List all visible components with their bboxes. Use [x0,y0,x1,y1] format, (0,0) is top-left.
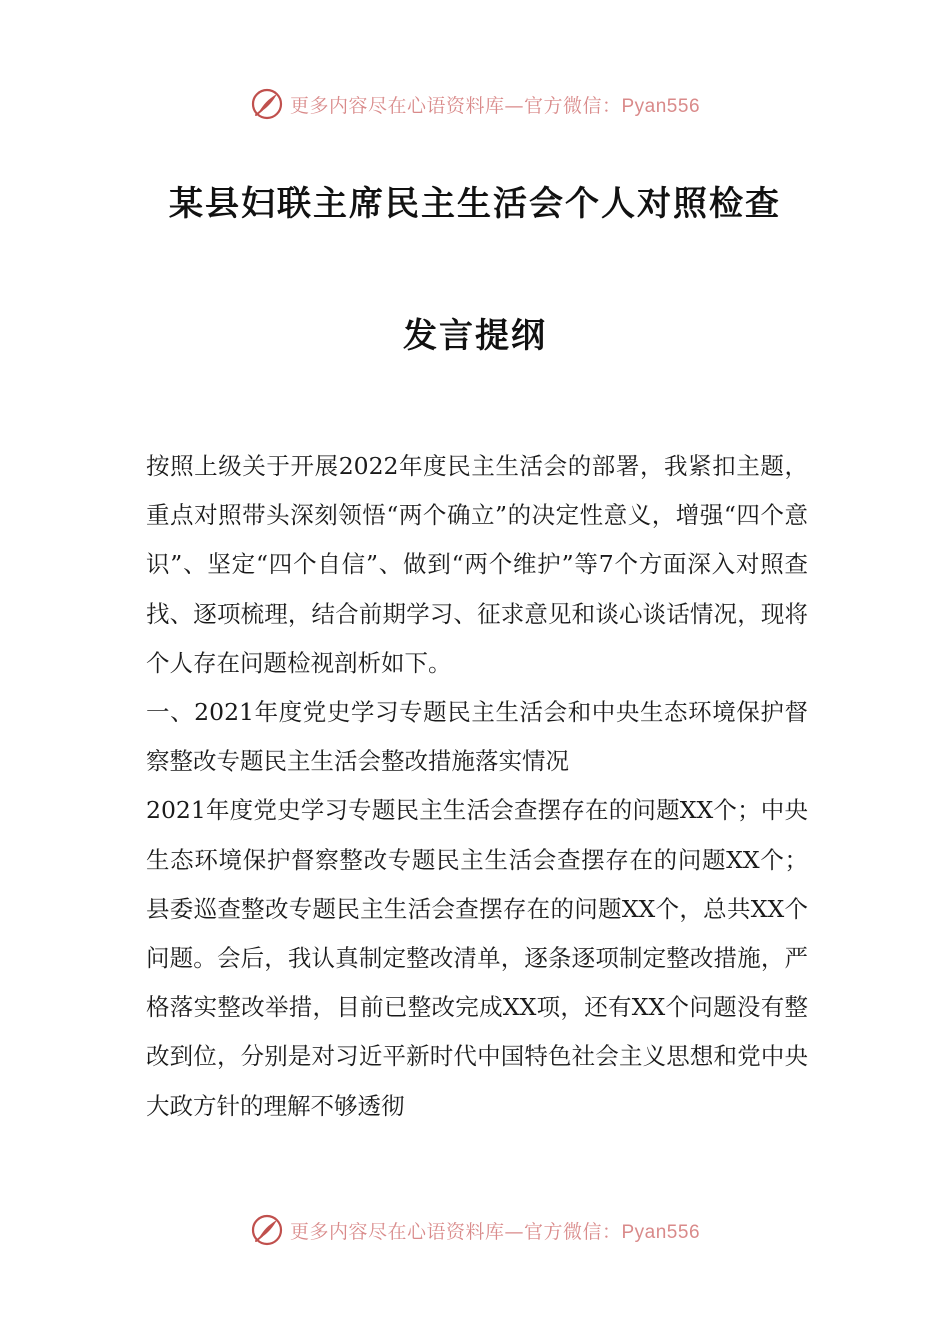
paragraph-intro: 按照上级关于开展2022年度民主生活会的部署，我紧扣主题，重点对照带头深刻领悟“两个确立”的决定性意义，增强“四个意识”、坚定“四个自信”、做到“两个维护”等7个方面深入对照查找、逐项梳理，结合前期学习、征求意见和谈心谈话情况，现将个人存在问题检视剖析如下。 [146,452,808,677]
watermark-wechat-id: Pyan556 [621,95,701,117]
paragraph-section-1: 2021年度党史学习专题民主生活会查摆存在的问题XX个；中央生态环境保护督察整改专题民主生活会查摆存在的问题XX个；县委巡查整改专题民主生活会查摆存在的问题XX个，总共XX个问题。会后，我认真制定整改清单，逐条逐项制定整改措施，严格落实整改举措，目前已整改完成XX项，还有XX个问题没有整改到位，分别是对习近平新时代中国特色社会主义思想和党中央大政方针的理解不够透彻 [146,796,808,1120]
quill-pen-logo-icon [250,1213,284,1247]
footer-watermark [0,1208,950,1252]
document-title-line2: 发言提纲 [403,316,547,356]
header-watermark [0,82,950,126]
document-body [146,442,808,1131]
watermark-text: 更多内容尽在心语资料库—官方微信：Pyan556 [289,94,701,117]
section-heading-1: 一、2021年度党史学习专题民主生活会和中央生态环境保护督察整改专题民主生活会整改措施落实情况 [146,698,808,776]
quill-pen-logo-icon [250,87,284,121]
watermark-wechat-id: Pyan556 [621,1221,701,1243]
watermark-text: 更多内容尽在心语资料库—官方微信：Pyan556 [289,1220,701,1243]
document-title-line1: 某县妇联主席民主生活会个人对照检查 [169,184,781,224]
